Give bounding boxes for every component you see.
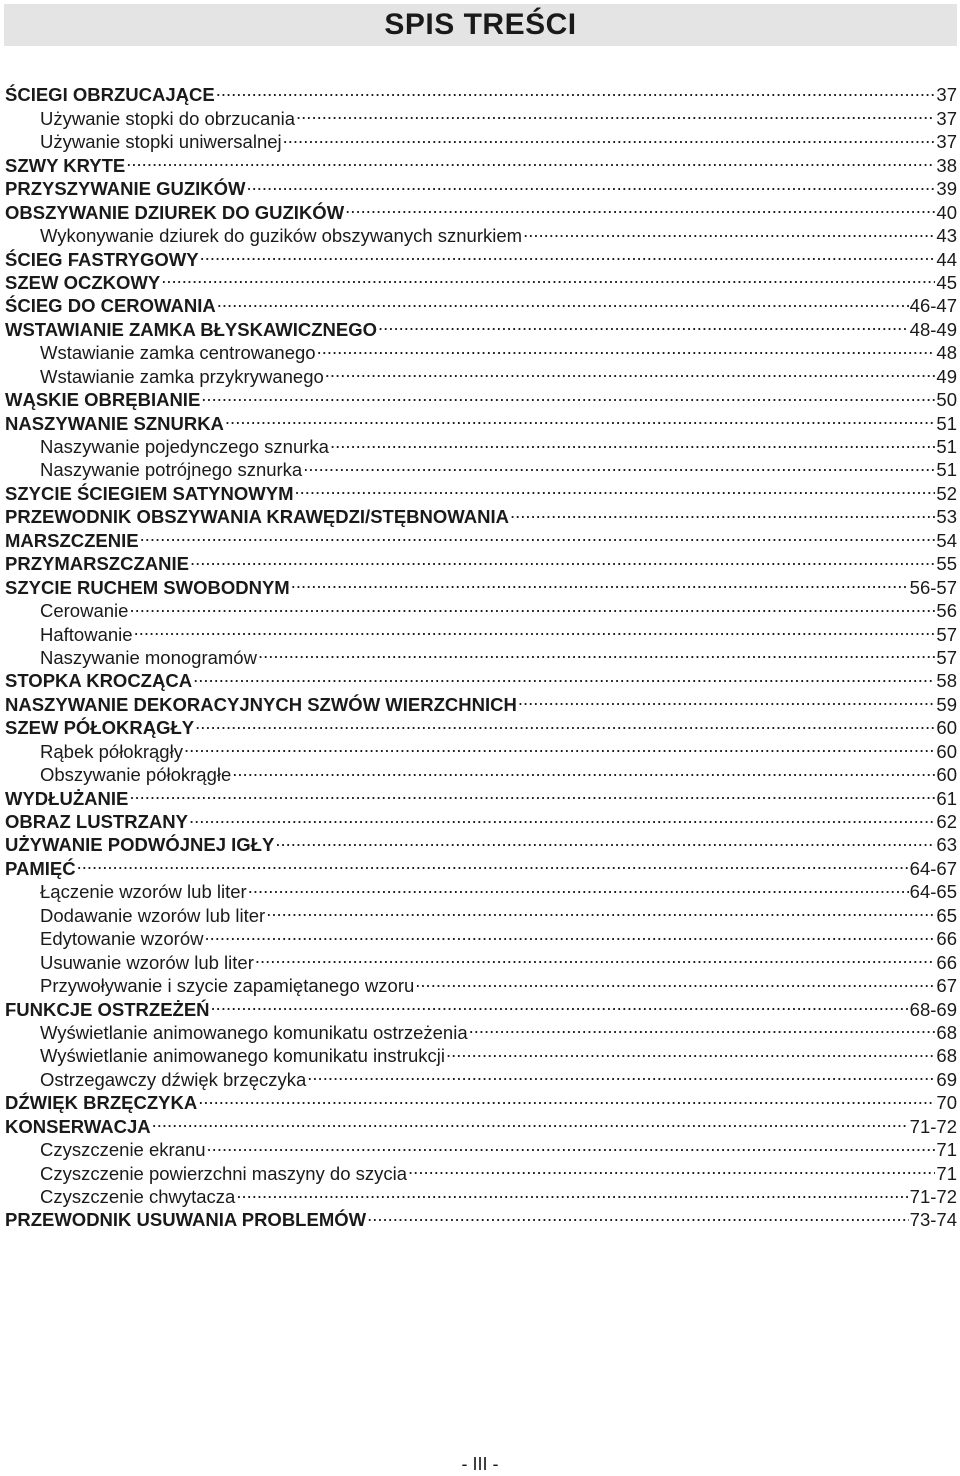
toc-entry-page: 71-72 <box>909 1186 957 1207</box>
toc-dot-leader <box>161 266 935 289</box>
toc-dot-leader <box>126 148 935 171</box>
toc-entry-page: 56 <box>936 600 957 622</box>
toc-dot-leader <box>205 922 936 945</box>
toc-entry-page: 60 <box>936 740 957 762</box>
toc-entry-page: 40 <box>936 201 957 223</box>
toc-entry-page: 64-67 <box>909 857 957 879</box>
toc-dot-leader <box>283 125 936 148</box>
toc-entry-label: Czyszczenie ekranu <box>40 1139 206 1161</box>
toc-entry-page: 43 <box>936 225 957 247</box>
toc-entry-page: 71 <box>936 1162 957 1184</box>
toc-entry-page: 53 <box>936 506 957 528</box>
toc-entry-label: KONSERWACJA <box>5 1115 151 1137</box>
toc-entry-label: SZWY KRYTE <box>5 154 126 176</box>
toc-entry-page: 46-47 <box>909 295 957 317</box>
toc-entry-page: 54 <box>936 529 957 551</box>
toc-dot-leader <box>134 617 936 640</box>
toc-dot-leader <box>523 219 935 242</box>
toc-dot-leader <box>232 758 935 781</box>
toc-dot-leader <box>248 875 909 898</box>
toc-entry-label: Dodawanie wzorów lub liter <box>40 904 266 926</box>
toc-dot-leader <box>510 500 935 523</box>
toc-dot-leader <box>325 359 936 382</box>
toc-entry-label: Wyświetlanie animowanego komunikatu ostrzeżenia <box>40 1021 468 1043</box>
toc-entry-page: 44 <box>936 248 957 270</box>
toc-section-entry[interactable] <box>5 172 957 200</box>
toc-entry-label: ŚCIEGI OBRZUCAJĄCE <box>5 84 215 106</box>
toc-dot-leader <box>129 594 935 617</box>
toc-entry-label: Cerowanie <box>40 600 129 622</box>
toc-entry-label: Naszywanie monogramów <box>40 646 257 668</box>
toc-entry-page: 51 <box>936 412 957 434</box>
toc-entry-label: Ostrzegawczy dźwięk brzęczyka <box>40 1068 307 1090</box>
toc-entry-label: PRZEWODNIK USUWANIA PROBLEMÓW <box>5 1209 367 1231</box>
toc-entry-page: 68-69 <box>909 998 957 1020</box>
toc-entry-page: 52 <box>936 482 957 504</box>
toc-entry-label: OBSZYWANIE DZIUREK DO GUZIKÓW <box>5 201 345 223</box>
toc-entry-label: Przywoływanie i szycie zapamiętanego wzoru <box>40 975 415 997</box>
table-of-contents <box>5 78 957 1231</box>
toc-dot-leader <box>275 828 935 851</box>
toc-dot-leader <box>201 383 935 406</box>
toc-entry-label: NASZYWANIE DEKORACYJNYCH SZWÓW WIERZCHNICH <box>5 693 517 715</box>
toc-entry-label: SZYCIE ŚCIEGIEM SATYNOWYM <box>5 482 294 504</box>
toc-entry-page: 48-49 <box>909 318 957 340</box>
toc-dot-leader <box>236 1180 908 1203</box>
toc-entry-page: 62 <box>936 811 957 832</box>
toc-dot-leader <box>216 78 936 101</box>
toc-entry-label: Wyświetlanie animowanego komunikatu instrukcji <box>40 1045 445 1067</box>
toc-entry-label: Wstawianie zamka centrowanego <box>40 342 316 364</box>
toc-entry-page: 64-65 <box>909 881 957 903</box>
toc-entry-label: Haftowanie <box>40 623 133 645</box>
title-bar <box>4 4 957 46</box>
toc-entry-page: 63 <box>936 834 957 856</box>
toc-entry-label: UŻYWANIE PODWÓJNEJ IGŁY <box>5 834 275 856</box>
toc-dot-leader <box>317 336 936 359</box>
toc-section-entry[interactable] <box>5 805 957 832</box>
toc-dot-leader <box>408 1156 935 1179</box>
toc-entry-label: Używanie stopki do obrzucania <box>40 107 296 129</box>
toc-entry-page: 48 <box>936 342 957 364</box>
toc-dot-leader <box>266 898 935 921</box>
toc-dot-leader <box>190 547 935 570</box>
toc-dot-leader <box>296 101 935 124</box>
toc-dot-leader <box>378 312 909 335</box>
toc-entry-label: Wstawianie zamka przykrywanego <box>40 365 324 387</box>
toc-entry-page: 50 <box>936 389 957 411</box>
toc-entry-page: 39 <box>936 178 957 200</box>
toc-subsection-entry[interactable] <box>5 641 957 668</box>
toc-dot-leader <box>207 1133 936 1156</box>
toc-entry-label: PAMIĘĆ <box>5 857 76 879</box>
toc-entry-page: 71-72 <box>909 1115 957 1137</box>
toc-subsection-entry[interactable] <box>5 875 957 903</box>
toc-dot-leader <box>415 969 935 992</box>
toc-section-entry[interactable] <box>5 781 957 809</box>
toc-entry-label: STOPKA KROCZĄCA <box>5 670 193 692</box>
toc-entry-page: 73-74 <box>909 1209 957 1231</box>
toc-entry-label: Łączenie wzorów lub liter <box>40 881 247 903</box>
toc-dot-leader <box>77 851 909 874</box>
toc-entry-label: PRZYMARSZCZANIE <box>5 553 189 575</box>
toc-dot-leader <box>140 523 936 546</box>
toc-dot-leader <box>291 570 909 593</box>
toc-entry-page: 45 <box>936 271 957 293</box>
toc-entry-page: 58 <box>936 670 957 692</box>
toc-entry-page: 66 <box>936 951 957 973</box>
toc-entry-label: Naszywanie potrójnego sznurka <box>40 459 303 481</box>
toc-entry-page: 55 <box>936 553 957 575</box>
toc-dot-leader <box>258 641 935 664</box>
toc-dot-leader <box>255 945 936 968</box>
toc-dot-leader <box>307 1062 935 1085</box>
toc-dot-leader <box>518 687 936 710</box>
toc-entry-label: DŹWIĘK BRZĘCZYKA <box>5 1092 198 1114</box>
toc-entry-page: 60 <box>936 717 957 739</box>
toc-entry-label: Edytowanie wzorów <box>40 928 204 950</box>
toc-entry-label: NASZYWANIE SZNURKA <box>5 412 224 434</box>
toc-entry-page: 67 <box>936 975 957 997</box>
toc-entry-label: MARSZCZENIE <box>5 529 139 551</box>
toc-dot-leader <box>345 195 935 218</box>
toc-entry-label: PRZYSZYWANIE GUZIKÓW <box>5 178 246 200</box>
toc-entry-label: Usuwanie wzorów lub liter <box>40 951 254 973</box>
toc-dot-leader <box>225 406 936 429</box>
toc-dot-leader <box>189 805 935 828</box>
toc-dot-leader <box>303 453 935 476</box>
toc-entry-page: 49 <box>936 365 957 387</box>
toc-entry-label: Wykonywanie dziurek do guzików obszywanych sznurkiem <box>40 225 523 247</box>
toc-entry-page: 37 <box>936 131 957 153</box>
page-title: SPIS TREŚCI <box>384 8 577 41</box>
toc-entry-label: WĄSKIE OBRĘBIANIE <box>5 389 201 411</box>
toc-dot-leader <box>367 1203 909 1226</box>
toc-entry-page: 65 <box>936 904 957 926</box>
toc-entry-page: 59 <box>936 693 957 715</box>
toc-dot-leader <box>211 992 909 1015</box>
toc-subsection-entry[interactable] <box>5 594 957 622</box>
toc-dot-leader <box>446 1039 935 1062</box>
toc-entry-page: 51 <box>936 436 957 457</box>
toc-section-entry[interactable] <box>5 547 957 575</box>
toc-entry-page: 66 <box>936 928 957 950</box>
toc-entry-page: 69 <box>936 1068 957 1090</box>
toc-dot-leader <box>195 711 935 734</box>
toc-entry-label: Rąbek półokrągły <box>40 740 183 762</box>
toc-entry-page: 60 <box>936 764 957 786</box>
toc-entry-page: 71 <box>936 1139 957 1161</box>
toc-entry-page: 70 <box>936 1092 957 1114</box>
toc-entry-label: Czyszczenie chwytacza <box>40 1186 236 1207</box>
toc-section-entry[interactable] <box>5 523 957 551</box>
toc-entry-page: 37 <box>936 84 957 106</box>
toc-entry-label: SZEW OCZKOWY <box>5 271 161 293</box>
toc-entry-page: 37 <box>936 107 957 129</box>
toc-entry-label: Obszywanie półokrągłe <box>40 764 232 786</box>
toc-section-entry[interactable] <box>5 148 957 176</box>
toc-entry-label: Czyszczenie powierzchni maszyny do szycia <box>40 1162 408 1184</box>
toc-dot-leader <box>469 1016 936 1039</box>
page-number: - III - <box>461 1454 499 1474</box>
toc-dot-leader <box>294 476 935 499</box>
toc-entry-page: 57 <box>936 646 957 668</box>
toc-entry-page: 57 <box>936 623 957 645</box>
toc-entry-page: 61 <box>936 787 957 809</box>
toc-entry-label: OBRAZ LUSTRZANY <box>5 811 188 832</box>
toc-entry-label: Używanie stopki uniwersalnej <box>40 131 282 153</box>
toc-entry-label: PRZEWODNIK OBSZYWANIA KRAWĘDZI/STĘBNOWANIA <box>5 506 509 528</box>
toc-entry-page: 51 <box>936 459 957 481</box>
toc-entry-page: 38 <box>936 154 957 176</box>
toc-entry-label: WYDŁUŻANIE <box>5 787 129 809</box>
toc-dot-leader <box>330 430 935 453</box>
toc-subsection-entry[interactable] <box>5 617 957 645</box>
toc-section-entry[interactable] <box>5 851 957 879</box>
toc-entry-label: Naszywanie pojedynczego sznurka <box>40 436 329 457</box>
toc-dot-leader <box>198 1086 935 1109</box>
toc-dot-leader <box>184 734 935 757</box>
toc-dot-leader <box>217 289 909 312</box>
toc-entry-page: 68 <box>936 1021 957 1043</box>
toc-dot-leader <box>129 781 935 804</box>
toc-dot-leader <box>152 1109 909 1132</box>
toc-entry-label: WSTAWIANIE ZAMKA BŁYSKAWICZNEGO <box>5 318 378 340</box>
toc-entry-label: SZYCIE RUCHEM SWOBODNYM <box>5 576 290 598</box>
toc-entry-label: FUNKCJE OSTRZEŻEŃ <box>5 998 210 1020</box>
toc-section-entry[interactable] <box>5 78 957 106</box>
toc-entry-page: 56-57 <box>909 576 957 598</box>
toc-dot-leader <box>193 664 935 687</box>
toc-dot-leader <box>200 242 936 265</box>
toc-entry-page: 68 <box>936 1045 957 1067</box>
toc-entry-label: SZEW PÓŁOKRĄGŁY <box>5 717 195 739</box>
toc-entry-label: ŚCIEG DO CEROWANIA <box>5 295 216 317</box>
toc-dot-leader <box>247 172 936 195</box>
toc-entry-label: ŚCIEG FASTRYGOWY <box>5 248 199 270</box>
